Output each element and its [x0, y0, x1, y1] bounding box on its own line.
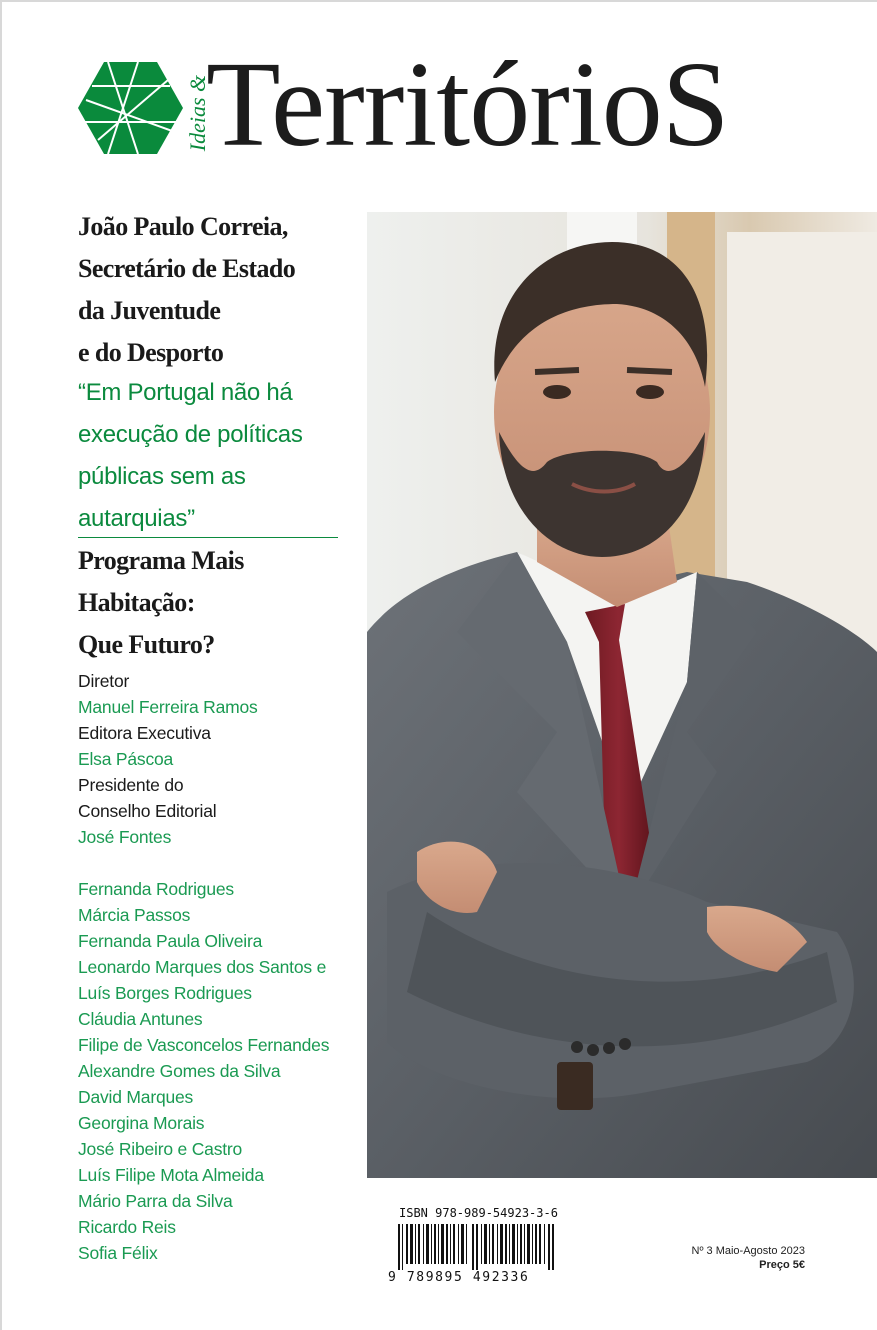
cover-headline	[78, 206, 348, 374]
contributor-item: David Marques	[78, 1087, 194, 1107]
contributor-item: Fernanda Paula Oliveira	[78, 931, 263, 951]
quote-line: públicas sem as	[78, 463, 246, 490]
headline2-line: Que Futuro?	[78, 630, 215, 659]
contributor-item: Alexandre Gomes da Silva	[78, 1061, 281, 1081]
quote-line: execução de políticas	[78, 421, 303, 448]
secondary-headline	[78, 540, 348, 666]
contributor-item: Filipe de Vasconcelos Fernandes	[78, 1035, 330, 1055]
contributor-item: Luís Filipe Mota Almeida	[78, 1165, 264, 1185]
masthead-title: TerritórioS	[206, 37, 729, 172]
quote-line: autarquias”	[78, 505, 195, 532]
president-name: José Fontes	[78, 827, 172, 847]
contributor-item: Luís Borges Rodrigues	[78, 983, 252, 1003]
editor-role: Editora Executiva	[78, 723, 211, 743]
logo-hexagon-icon	[78, 62, 183, 154]
quote-line: “Em Portugal não há	[78, 379, 293, 406]
director-name: Manuel Ferreira Ramos	[78, 697, 258, 717]
isbn-label: ISBN 978-989-54923-3-6	[399, 1206, 558, 1220]
headline-line: João Paulo Correia,	[78, 212, 288, 241]
masthead-prefix: Ideias &	[185, 74, 210, 152]
contributor-item: José Ribeiro e Castro	[78, 1139, 243, 1159]
contributor-item: Márcia Passos	[78, 905, 191, 925]
headline2-line: Programa Mais	[78, 546, 244, 575]
contributor-item: Georgina Morais	[78, 1113, 205, 1133]
contributor-item: Cláudia Antunes	[78, 1009, 203, 1029]
contributors-list	[78, 876, 368, 1266]
contributor-item: Sofia Félix	[78, 1243, 158, 1263]
headline-line: e do Desporto	[78, 338, 224, 367]
contributor-item: Mário Parra da Silva	[78, 1191, 233, 1211]
headline-line: da Juventude	[78, 296, 221, 325]
page-border-top	[0, 0, 877, 2]
issue-number: Nº 3 Maio-Agosto 2023	[691, 1245, 805, 1257]
headline2-line: Habitação:	[78, 588, 195, 617]
contributor-item: Ricardo Reis	[78, 1217, 176, 1237]
editorial-credits	[78, 668, 368, 850]
director-role: Diretor	[78, 671, 130, 691]
cover-photo	[367, 212, 877, 1178]
president-role-line-2: Conselho Editorial	[78, 801, 217, 821]
contributor-item: Fernanda Rodrigues	[78, 879, 234, 899]
cover-quote	[78, 372, 348, 540]
barcode-digits: 9 789895 492336	[388, 1270, 530, 1285]
issue-price: Preço 5€	[759, 1259, 805, 1271]
issue-info	[600, 1244, 805, 1272]
contributor-item: Leonardo Marques dos Santos e	[78, 957, 327, 977]
headline-line: Secretário de Estado	[78, 254, 296, 283]
section-divider	[78, 537, 338, 538]
portrait-illustration	[367, 212, 877, 1178]
page-border-left	[0, 0, 2, 1330]
barcode-icon	[398, 1224, 554, 1270]
president-role-line-1: Presidente do	[78, 775, 184, 795]
editor-name: Elsa Páscoa	[78, 749, 174, 769]
